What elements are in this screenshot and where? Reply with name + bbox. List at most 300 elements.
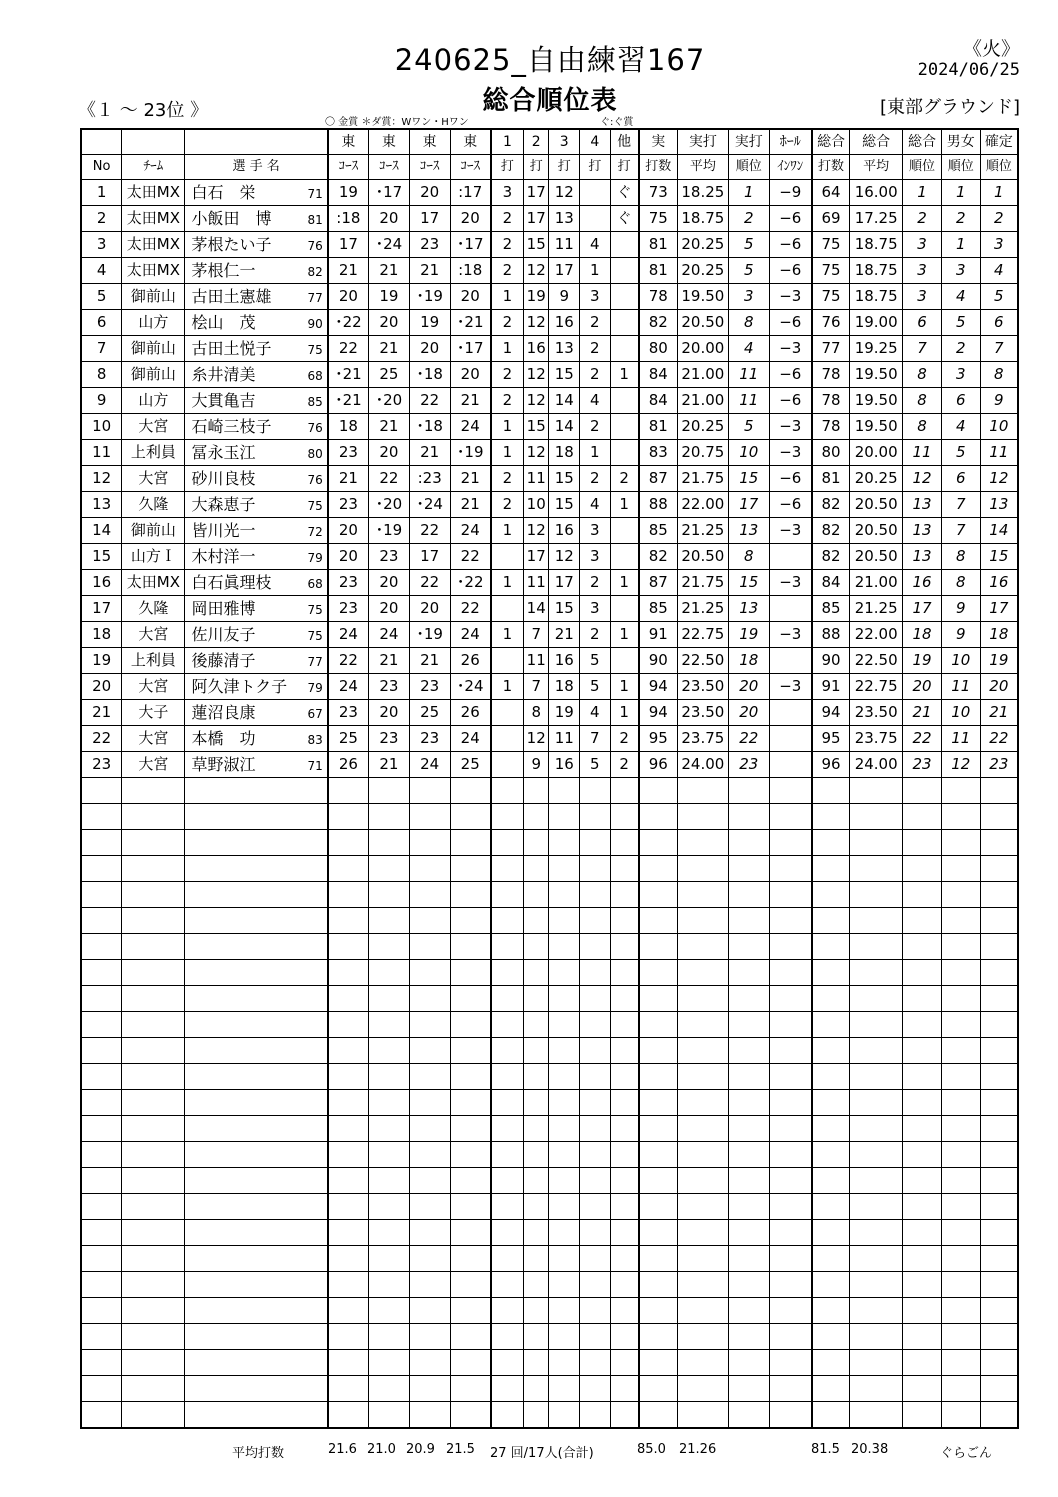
- empty-cell: [409, 1376, 450, 1402]
- three-stroke-count: 16: [549, 518, 580, 544]
- two-stroke-count: 7: [523, 674, 548, 700]
- empty-cell: [81, 1376, 122, 1402]
- course4-score: ･22: [450, 570, 491, 596]
- four-stroke-count: 2: [580, 414, 611, 440]
- total-average: 22.00: [850, 622, 903, 648]
- course2-score: 21: [369, 414, 410, 440]
- empty-cell: [81, 778, 122, 804]
- player-age: 79: [307, 681, 323, 695]
- course4-score: ･19: [450, 440, 491, 466]
- empty-cell: [122, 778, 185, 804]
- table-row: [81, 258, 1018, 284]
- empty-cell: [122, 1038, 185, 1064]
- empty-cell: [122, 1402, 185, 1429]
- empty-cell: [409, 778, 450, 804]
- gender-rank: 4: [941, 414, 980, 440]
- table-row: [81, 336, 1018, 362]
- team-name: 大宮: [122, 674, 185, 700]
- empty-cell: [639, 1038, 678, 1064]
- gender-rank: 10: [941, 700, 980, 726]
- team-name: 久隆: [122, 596, 185, 622]
- empty-cell: [81, 960, 122, 986]
- player-name: [185, 648, 328, 674]
- actual-average: 20.50: [677, 310, 728, 336]
- empty-cell: [610, 1038, 639, 1064]
- empty-cell: [369, 1402, 410, 1429]
- empty-cell: [580, 856, 611, 882]
- empty-cell: [980, 986, 1018, 1012]
- empty-cell: [328, 1168, 369, 1194]
- total-rank: 17: [903, 596, 942, 622]
- empty-cell: [491, 908, 524, 934]
- final-rank: 18: [980, 622, 1018, 648]
- rank-no: 2: [81, 206, 122, 232]
- player-age: 75: [307, 343, 323, 357]
- hole-in-one: −3: [769, 440, 812, 466]
- empty-cell: [491, 1194, 524, 1220]
- actual-average: 20.00: [677, 336, 728, 362]
- empty-cell: [81, 1246, 122, 1272]
- hole-in-one: −3: [769, 570, 812, 596]
- empty-cell: [850, 1194, 903, 1220]
- empty-cell: [610, 1376, 639, 1402]
- empty-cell: [81, 1142, 122, 1168]
- day-of-week: 《火》: [962, 38, 1020, 60]
- player-age: 77: [307, 291, 323, 305]
- gender-rank: 3: [941, 258, 980, 284]
- empty-cell: [549, 1376, 580, 1402]
- column-header-bottom: 順位: [728, 155, 769, 180]
- empty-cell: [639, 986, 678, 1012]
- empty-cell: [677, 778, 728, 804]
- empty-cell: [328, 1246, 369, 1272]
- empty-cell: [677, 1116, 728, 1142]
- player-name-text: 本橋 功: [191, 729, 256, 748]
- empty-cell: [980, 856, 1018, 882]
- total-average: 18.75: [850, 284, 903, 310]
- empty-cell: [523, 1350, 548, 1376]
- one-stroke-count: [491, 726, 524, 752]
- course3-score: 21: [409, 258, 450, 284]
- empty-cell: [941, 1168, 980, 1194]
- header-row-top: [81, 129, 1018, 155]
- empty-cell: [728, 1272, 769, 1298]
- course1-score: 19: [328, 180, 369, 206]
- three-stroke-count: 11: [549, 726, 580, 752]
- empty-cell: [122, 1272, 185, 1298]
- empty-cell: [610, 804, 639, 830]
- empty-cell: [677, 1168, 728, 1194]
- actual-strokes: 94: [639, 700, 678, 726]
- one-stroke-count: 1: [491, 414, 524, 440]
- empty-cell: [450, 908, 491, 934]
- player-name: [185, 362, 328, 388]
- empty-cell: [812, 908, 850, 934]
- actual-average: 18.75: [677, 206, 728, 232]
- empty-cell: [610, 1090, 639, 1116]
- empty-cell: [328, 1142, 369, 1168]
- brand-label: ぐらごん: [940, 1446, 993, 1461]
- player-name-text: 後藤清子: [191, 651, 256, 670]
- empty-cell: [122, 960, 185, 986]
- empty-cell: [812, 1272, 850, 1298]
- one-stroke-count: 2: [491, 362, 524, 388]
- empty-cell: [812, 778, 850, 804]
- actual-average: 24.00: [677, 752, 728, 778]
- empty-cell: [328, 1376, 369, 1402]
- rank-no: 16: [81, 570, 122, 596]
- empty-cell: [580, 1142, 611, 1168]
- actual-average: 21.00: [677, 388, 728, 414]
- player-age: 67: [307, 707, 323, 721]
- player-name-text: 木村洋一: [191, 547, 256, 566]
- empty-cell: [81, 1324, 122, 1350]
- table-row: [81, 388, 1018, 414]
- course3-score: ･19: [409, 284, 450, 310]
- empty-row: [81, 1194, 1018, 1220]
- total-rank: 3: [903, 258, 942, 284]
- three-stroke-count: 18: [549, 674, 580, 700]
- empty-cell: [677, 960, 728, 986]
- column-header-bottom: ｺｰｽ: [409, 155, 450, 180]
- hole-in-one: −3: [769, 518, 812, 544]
- empty-cell: [450, 1376, 491, 1402]
- actual-strokes: 88: [639, 492, 678, 518]
- footer-course1-avg: 21.6: [328, 1442, 357, 1457]
- empty-row: [81, 1298, 1018, 1324]
- empty-cell: [328, 960, 369, 986]
- empty-cell: [850, 830, 903, 856]
- team-name: 山方: [122, 388, 185, 414]
- column-header-top: 東: [369, 129, 410, 155]
- empty-cell: [639, 804, 678, 830]
- empty-cell: [639, 830, 678, 856]
- empty-cell: [369, 986, 410, 1012]
- empty-cell: [941, 986, 980, 1012]
- empty-cell: [450, 882, 491, 908]
- empty-cell: [409, 908, 450, 934]
- empty-row: [81, 986, 1018, 1012]
- rank-no: 10: [81, 414, 122, 440]
- final-rank: 22: [980, 726, 1018, 752]
- empty-cell: [769, 830, 812, 856]
- empty-cell: [850, 1246, 903, 1272]
- one-stroke-count: 1: [491, 440, 524, 466]
- final-rank: 7: [980, 336, 1018, 362]
- course3-score: 20: [409, 336, 450, 362]
- total-rank: 3: [903, 232, 942, 258]
- three-stroke-count: 14: [549, 414, 580, 440]
- empty-cell: [610, 1402, 639, 1429]
- hole-in-one: −3: [769, 336, 812, 362]
- footer-course3-avg: 20.9: [406, 1442, 435, 1457]
- course1-score: 23: [328, 700, 369, 726]
- course2-score: 20: [369, 700, 410, 726]
- other-stroke-count: 1: [610, 492, 639, 518]
- empty-cell: [610, 882, 639, 908]
- empty-cell: [409, 1064, 450, 1090]
- empty-cell: [769, 1064, 812, 1090]
- empty-cell: [903, 1064, 942, 1090]
- empty-cell: [450, 1116, 491, 1142]
- column-header-top: 他: [610, 129, 639, 155]
- empty-cell: [941, 934, 980, 960]
- empty-cell: [639, 1324, 678, 1350]
- four-stroke-count: 3: [580, 284, 611, 310]
- empty-cell: [328, 1298, 369, 1324]
- rank-no: 5: [81, 284, 122, 310]
- player-name: [185, 622, 328, 648]
- two-stroke-count: 12: [523, 440, 548, 466]
- actual-average: 22.75: [677, 622, 728, 648]
- empty-cell: [639, 856, 678, 882]
- gender-rank: 9: [941, 596, 980, 622]
- two-stroke-count: 12: [523, 518, 548, 544]
- actual-rank: 4: [728, 336, 769, 362]
- player-age: 76: [307, 421, 323, 435]
- empty-cell: [728, 778, 769, 804]
- final-rank: 19: [980, 648, 1018, 674]
- empty-cell: [185, 1090, 328, 1116]
- gender-rank: 7: [941, 492, 980, 518]
- course3-score: 22: [409, 570, 450, 596]
- empty-cell: [523, 908, 548, 934]
- empty-cell: [610, 1168, 639, 1194]
- empty-cell: [850, 856, 903, 882]
- empty-cell: [850, 1168, 903, 1194]
- course4-score: 24: [450, 518, 491, 544]
- gender-rank: 4: [941, 284, 980, 310]
- empty-cell: [81, 1038, 122, 1064]
- empty-cell: [941, 1038, 980, 1064]
- player-name-text: 砂川良枝: [191, 469, 256, 488]
- gu-award-legend: ぐ:ぐ賞: [600, 117, 634, 128]
- empty-cell: [677, 1064, 728, 1090]
- total-rank: 8: [903, 388, 942, 414]
- hole-in-one: [769, 700, 812, 726]
- course3-score: ･19: [409, 622, 450, 648]
- empty-cell: [941, 1220, 980, 1246]
- empty-cell: [980, 934, 1018, 960]
- course2-score: 20: [369, 570, 410, 596]
- three-stroke-count: 15: [549, 596, 580, 622]
- course4-score: 21: [450, 466, 491, 492]
- empty-cell: [409, 856, 450, 882]
- empty-cell: [409, 882, 450, 908]
- one-stroke-count: 1: [491, 518, 524, 544]
- total-average: 23.50: [850, 700, 903, 726]
- table-row: [81, 440, 1018, 466]
- empty-cell: [941, 1116, 980, 1142]
- empty-cell: [122, 1012, 185, 1038]
- gender-rank: 3: [941, 362, 980, 388]
- actual-rank: 5: [728, 258, 769, 284]
- total-rank: 19: [903, 648, 942, 674]
- empty-cell: [677, 1038, 728, 1064]
- player-name: [185, 518, 328, 544]
- total-rank: 2: [903, 206, 942, 232]
- empty-cell: [369, 830, 410, 856]
- empty-row: [81, 1272, 1018, 1298]
- empty-cell: [850, 882, 903, 908]
- other-stroke-count: [610, 336, 639, 362]
- team-name: 御前山: [122, 284, 185, 310]
- rank-no: 14: [81, 518, 122, 544]
- empty-cell: [185, 908, 328, 934]
- actual-average: 20.75: [677, 440, 728, 466]
- empty-cell: [523, 1142, 548, 1168]
- empty-cell: [903, 1350, 942, 1376]
- rank-no: 6: [81, 310, 122, 336]
- empty-cell: [450, 804, 491, 830]
- course1-score: :18: [328, 206, 369, 232]
- table-row: [81, 206, 1018, 232]
- four-stroke-count: 2: [580, 336, 611, 362]
- rank-no: 4: [81, 258, 122, 284]
- four-stroke-count: 4: [580, 700, 611, 726]
- empty-cell: [328, 804, 369, 830]
- other-stroke-count: 1: [610, 700, 639, 726]
- player-age: 68: [307, 369, 323, 383]
- empty-row: [81, 856, 1018, 882]
- other-stroke-count: 2: [610, 466, 639, 492]
- empty-cell: [328, 856, 369, 882]
- actual-strokes: 95: [639, 726, 678, 752]
- course1-score: 26: [328, 752, 369, 778]
- empty-cell: [328, 882, 369, 908]
- two-stroke-count: 17: [523, 206, 548, 232]
- actual-strokes: 84: [639, 388, 678, 414]
- empty-cell: [769, 1220, 812, 1246]
- column-header-top: 実打: [728, 129, 769, 155]
- column-header-top: ﾎｰﾙ: [769, 129, 812, 155]
- empty-cell: [903, 908, 942, 934]
- one-stroke-count: 1: [491, 622, 524, 648]
- three-stroke-count: 16: [549, 648, 580, 674]
- empty-cell: [903, 1116, 942, 1142]
- empty-cell: [122, 1246, 185, 1272]
- empty-cell: [728, 830, 769, 856]
- empty-cell: [610, 1272, 639, 1298]
- empty-cell: [81, 1220, 122, 1246]
- total-strokes: 96: [812, 752, 850, 778]
- empty-cell: [769, 1142, 812, 1168]
- total-average: 23.75: [850, 726, 903, 752]
- results-table: [80, 128, 1019, 1429]
- empty-cell: [903, 1298, 942, 1324]
- one-stroke-count: [491, 544, 524, 570]
- total-strokes: 82: [812, 518, 850, 544]
- hole-in-one: [769, 544, 812, 570]
- empty-cell: [185, 960, 328, 986]
- final-rank: 9: [980, 388, 1018, 414]
- empty-cell: [491, 1116, 524, 1142]
- empty-cell: [81, 856, 122, 882]
- empty-cell: [523, 1012, 548, 1038]
- empty-cell: [850, 934, 903, 960]
- player-name-text: 白石眞理枝: [191, 573, 272, 592]
- actual-strokes: 80: [639, 336, 678, 362]
- empty-cell: [185, 882, 328, 908]
- total-average: 21.25: [850, 596, 903, 622]
- empty-cell: [185, 1012, 328, 1038]
- total-strokes: 94: [812, 700, 850, 726]
- empty-cell: [523, 1220, 548, 1246]
- actual-rank: 5: [728, 414, 769, 440]
- empty-cell: [639, 1090, 678, 1116]
- three-stroke-count: 9: [549, 284, 580, 310]
- course3-score: 23: [409, 232, 450, 258]
- rank-no: 20: [81, 674, 122, 700]
- total-rank: 1: [903, 180, 942, 206]
- player-name: [185, 388, 328, 414]
- course4-score: 25: [450, 752, 491, 778]
- player-age: 79: [307, 551, 323, 565]
- empty-cell: [610, 1298, 639, 1324]
- empty-cell: [328, 986, 369, 1012]
- empty-cell: [728, 934, 769, 960]
- total-strokes: 78: [812, 414, 850, 440]
- empty-cell: [81, 1090, 122, 1116]
- empty-cell: [523, 856, 548, 882]
- empty-cell: [728, 1090, 769, 1116]
- four-stroke-count: 1: [580, 258, 611, 284]
- course1-score: 20: [328, 518, 369, 544]
- rank-range: 《１ ～ 23位 》: [78, 100, 209, 121]
- course3-score: 23: [409, 674, 450, 700]
- player-age: 77: [307, 655, 323, 669]
- player-age: 85: [307, 395, 323, 409]
- table-row: [81, 518, 1018, 544]
- course1-score: 20: [328, 544, 369, 570]
- empty-cell: [639, 934, 678, 960]
- empty-cell: [81, 986, 122, 1012]
- column-header-bottom: 順位: [980, 155, 1018, 180]
- empty-cell: [980, 1038, 1018, 1064]
- other-stroke-count: 1: [610, 674, 639, 700]
- course4-score: 20: [450, 206, 491, 232]
- three-stroke-count: 17: [549, 258, 580, 284]
- empty-row: [81, 1012, 1018, 1038]
- total-rank: 12: [903, 466, 942, 492]
- empty-cell: [122, 1116, 185, 1142]
- total-average: 18.75: [850, 232, 903, 258]
- player-name: [185, 570, 328, 596]
- empty-cell: [980, 960, 1018, 986]
- actual-average: 21.00: [677, 362, 728, 388]
- column-header-bottom: 選 手 名: [185, 155, 328, 180]
- total-average: 19.50: [850, 388, 903, 414]
- player-name: [185, 726, 328, 752]
- empty-cell: [122, 1142, 185, 1168]
- empty-cell: [980, 1376, 1018, 1402]
- empty-cell: [523, 1272, 548, 1298]
- three-stroke-count: 16: [549, 752, 580, 778]
- player-age: 75: [307, 603, 323, 617]
- player-name-text: 蓮沼良康: [191, 703, 256, 722]
- empty-cell: [122, 1376, 185, 1402]
- actual-strokes: 96: [639, 752, 678, 778]
- empty-cell: [580, 1350, 611, 1376]
- empty-cell: [122, 882, 185, 908]
- empty-cell: [450, 830, 491, 856]
- column-header-bottom: 打数: [639, 155, 678, 180]
- column-header-top: [122, 129, 185, 155]
- actual-strokes: 87: [639, 466, 678, 492]
- total-rank: 6: [903, 310, 942, 336]
- column-header-bottom: ｺｰｽ: [369, 155, 410, 180]
- course4-score: 21: [450, 388, 491, 414]
